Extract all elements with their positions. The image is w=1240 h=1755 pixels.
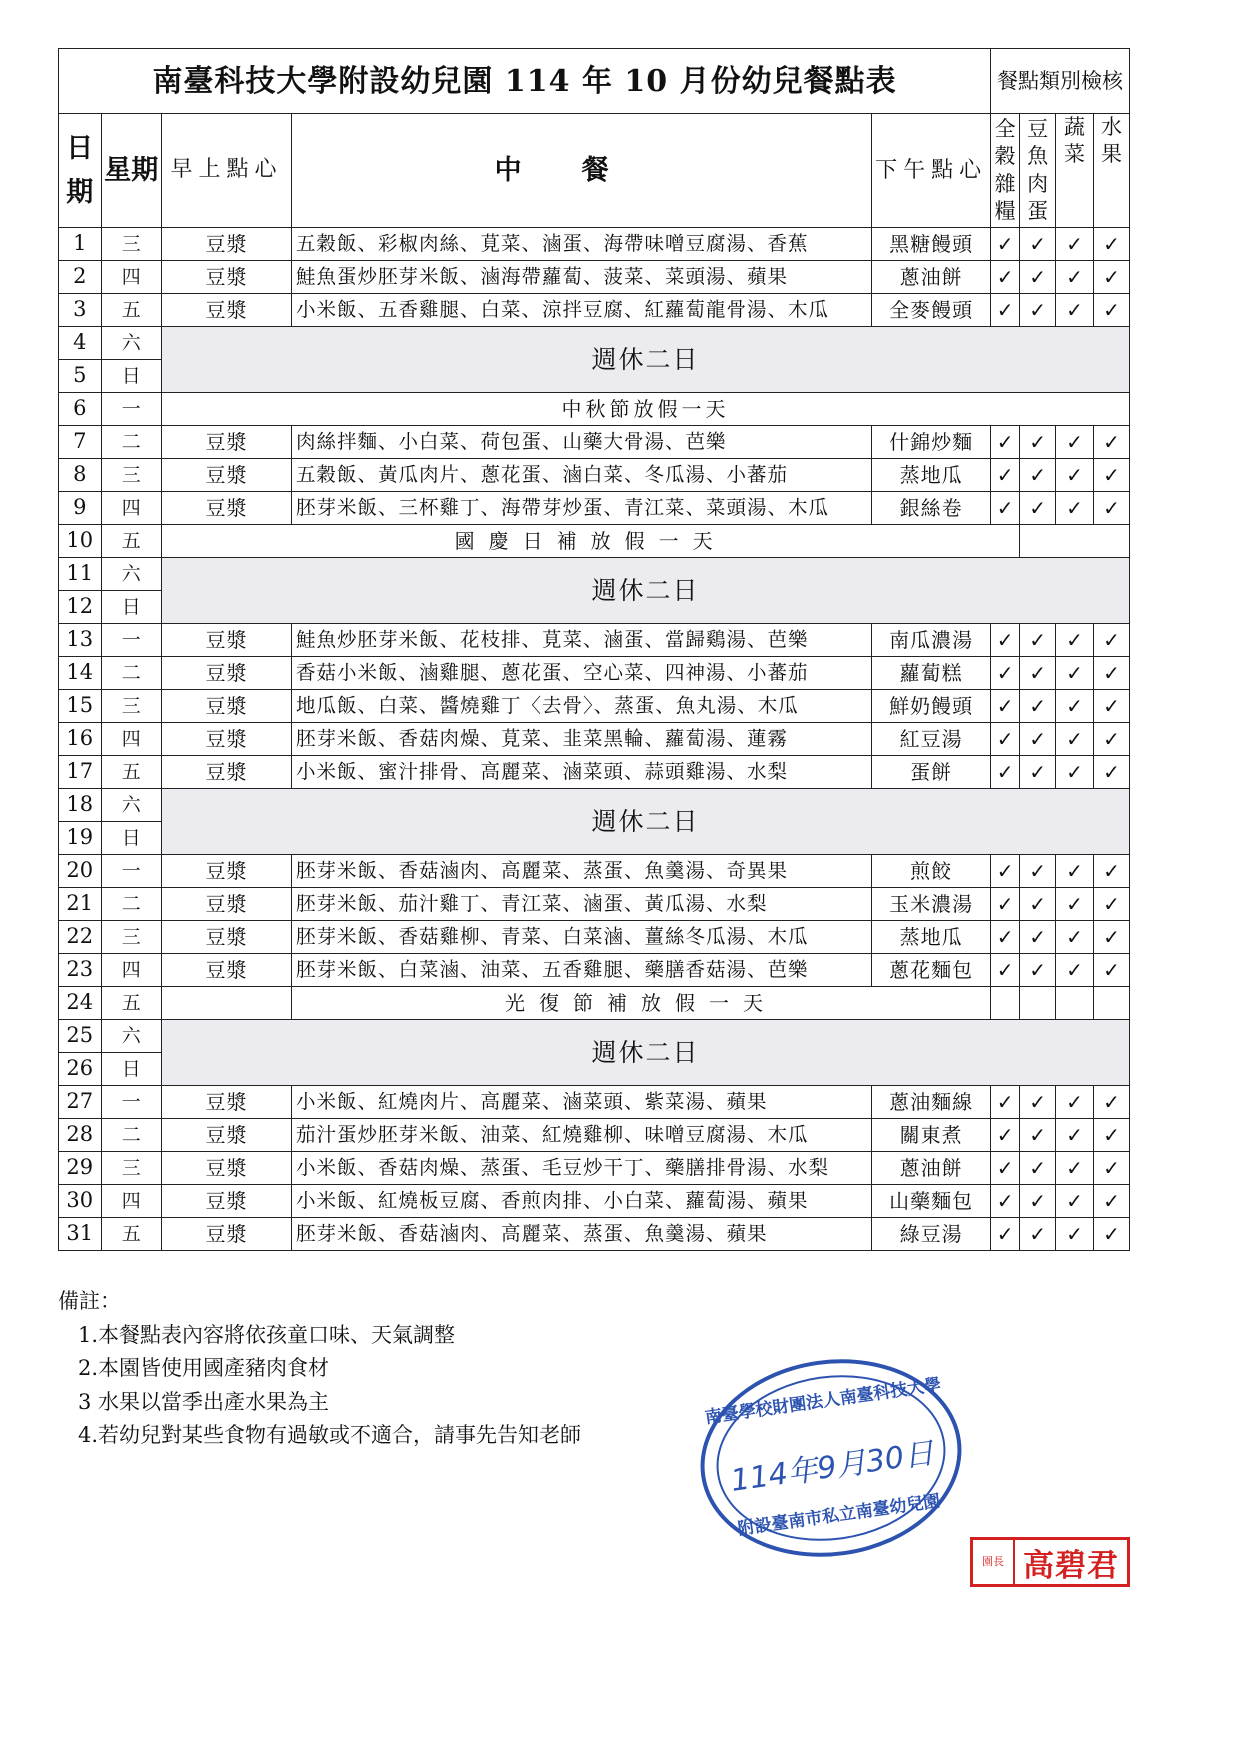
lunch-cell: 五穀飯、彩椒肉絲、莧菜、滷蛋、海帶味噌豆腐湯、香蕉 bbox=[292, 228, 872, 261]
check-protein-icon: ✓ bbox=[1020, 888, 1056, 921]
day-cell: 12 bbox=[59, 591, 102, 624]
empty-check-cell bbox=[1056, 987, 1094, 1020]
director-seal bbox=[970, 1537, 1130, 1587]
weekend-label: 週休二日 bbox=[162, 558, 1130, 624]
day-cell: 18 bbox=[59, 789, 102, 822]
check-fruit-icon: ✓ bbox=[1094, 1119, 1130, 1152]
check-veg-icon: ✓ bbox=[1056, 657, 1094, 690]
table-row bbox=[59, 294, 1130, 327]
day-cell: 15 bbox=[59, 690, 102, 723]
weekday-cell: 日 bbox=[101, 1053, 161, 1086]
afternoon-snack-cell: 黑糖饅頭 bbox=[872, 228, 991, 261]
col-protein-header: 豆魚肉蛋 bbox=[1020, 114, 1056, 228]
lunch-cell: 胚芽米飯、白菜滷、油菜、五香雞腿、藥膳香菇湯、芭樂 bbox=[292, 954, 872, 987]
day-cell: 7 bbox=[59, 426, 102, 459]
table-row bbox=[59, 228, 1130, 261]
col-afternoon-header: 下午點心 bbox=[872, 114, 991, 228]
day-cell: 23 bbox=[59, 954, 102, 987]
weekday-cell: 五 bbox=[101, 987, 161, 1020]
day-cell: 19 bbox=[59, 822, 102, 855]
note-item: 2.本園皆使用國產豬肉食材 bbox=[78, 1356, 330, 1381]
check-protein-icon: ✓ bbox=[1020, 1218, 1056, 1251]
holiday-label: 中秋節放假一天 bbox=[162, 393, 1130, 426]
table-row-weekend bbox=[59, 1020, 1130, 1053]
weekday-cell: 一 bbox=[101, 393, 161, 426]
weekday-cell: 五 bbox=[101, 525, 161, 558]
check-fruit-icon: ✓ bbox=[1094, 855, 1130, 888]
table-row bbox=[59, 1218, 1130, 1251]
afternoon-snack-cell: 蛋餅 bbox=[872, 756, 991, 789]
afternoon-snack-cell: 蔥油餅 bbox=[872, 1152, 991, 1185]
check-veg-icon: ✓ bbox=[1056, 756, 1094, 789]
col-fruit-header: 水果 bbox=[1094, 114, 1130, 228]
check-protein-icon: ✓ bbox=[1020, 426, 1056, 459]
check-grains-icon: ✓ bbox=[991, 261, 1020, 294]
category-check-header: 餐點類別檢核 bbox=[991, 49, 1130, 114]
lunch-cell: 茄汁蛋炒胚芽米飯、油菜、紅燒雞柳、味噌豆腐湯、木瓜 bbox=[292, 1119, 872, 1152]
check-veg-icon: ✓ bbox=[1056, 492, 1094, 525]
check-grains-icon: ✓ bbox=[991, 657, 1020, 690]
lunch-cell: 胚芽米飯、茄汁雞丁、青江菜、滷蛋、黃瓜湯、水梨 bbox=[292, 888, 872, 921]
morning-snack-cell: 豆漿 bbox=[162, 426, 292, 459]
morning-snack-cell: 豆漿 bbox=[162, 888, 292, 921]
check-protein-icon: ✓ bbox=[1020, 1086, 1056, 1119]
morning-snack-cell: 豆漿 bbox=[162, 492, 292, 525]
afternoon-snack-cell: 蔥油餅 bbox=[872, 261, 991, 294]
check-protein-icon: ✓ bbox=[1020, 1152, 1056, 1185]
check-protein-icon: ✓ bbox=[1020, 261, 1056, 294]
afternoon-snack-cell: 南瓜濃湯 bbox=[872, 624, 991, 657]
check-grains-icon: ✓ bbox=[991, 1119, 1020, 1152]
table-row-weekend bbox=[59, 558, 1130, 591]
table-row bbox=[59, 723, 1130, 756]
morning-snack-cell: 豆漿 bbox=[162, 1218, 292, 1251]
afternoon-snack-cell: 蔥花麵包 bbox=[872, 954, 991, 987]
morning-snack-cell: 豆漿 bbox=[162, 1119, 292, 1152]
check-protein-icon: ✓ bbox=[1020, 228, 1056, 261]
check-veg-icon: ✓ bbox=[1056, 459, 1094, 492]
check-veg-icon: ✓ bbox=[1056, 723, 1094, 756]
check-protein-icon: ✓ bbox=[1020, 921, 1056, 954]
day-cell: 26 bbox=[59, 1053, 102, 1086]
check-veg-icon: ✓ bbox=[1056, 261, 1094, 294]
table-row bbox=[59, 921, 1130, 954]
note-item: 3 水果以當季出產水果為主 bbox=[78, 1389, 330, 1414]
day-cell: 2 bbox=[59, 261, 102, 294]
check-protein-icon: ✓ bbox=[1020, 690, 1056, 723]
note-item: 1.本餐點表內容將依孩童口味、天氣調整 bbox=[78, 1322, 456, 1347]
morning-snack-cell: 豆漿 bbox=[162, 228, 292, 261]
empty-check-cell bbox=[1094, 987, 1130, 1020]
check-veg-icon: ✓ bbox=[1056, 1119, 1094, 1152]
check-grains-icon: ✓ bbox=[991, 294, 1020, 327]
check-veg-icon: ✓ bbox=[1056, 888, 1094, 921]
holiday-label: 光復節補放假一天 bbox=[292, 987, 991, 1020]
weekday-cell: 二 bbox=[101, 888, 161, 921]
empty-cell bbox=[162, 987, 292, 1020]
table-row bbox=[59, 525, 1130, 558]
check-veg-icon: ✓ bbox=[1056, 690, 1094, 723]
check-veg-icon: ✓ bbox=[1056, 228, 1094, 261]
check-grains-icon: ✓ bbox=[991, 921, 1020, 954]
afternoon-snack-cell: 全麥饅頭 bbox=[872, 294, 991, 327]
weekday-cell: 六 bbox=[101, 558, 161, 591]
weekday-cell: 一 bbox=[101, 624, 161, 657]
weekday-cell: 六 bbox=[101, 327, 161, 360]
morning-snack-cell: 豆漿 bbox=[162, 855, 292, 888]
afternoon-snack-cell: 玉米濃湯 bbox=[872, 888, 991, 921]
col-lunch-header: 中餐 bbox=[292, 114, 872, 228]
col-weekday-header: 星期 bbox=[101, 114, 161, 228]
check-protein-icon: ✓ bbox=[1020, 954, 1056, 987]
check-protein-icon: ✓ bbox=[1020, 855, 1056, 888]
morning-snack-cell: 豆漿 bbox=[162, 261, 292, 294]
table-row-weekend bbox=[59, 327, 1130, 360]
lunch-cell: 小米飯、蜜汁排骨、高麗菜、滷菜頭、蒜頭雞湯、水梨 bbox=[292, 756, 872, 789]
weekend-label: 週休二日 bbox=[162, 789, 1130, 855]
check-grains-icon: ✓ bbox=[991, 1086, 1020, 1119]
day-cell: 17 bbox=[59, 756, 102, 789]
check-fruit-icon: ✓ bbox=[1094, 1185, 1130, 1218]
day-cell: 24 bbox=[59, 987, 102, 1020]
weekday-cell: 三 bbox=[101, 690, 161, 723]
check-grains-icon: ✓ bbox=[991, 1185, 1020, 1218]
check-protein-icon: ✓ bbox=[1020, 723, 1056, 756]
morning-snack-cell: 豆漿 bbox=[162, 690, 292, 723]
table-row bbox=[59, 855, 1130, 888]
weekday-cell: 日 bbox=[101, 822, 161, 855]
check-grains-icon: ✓ bbox=[991, 624, 1020, 657]
lunch-cell: 鮭魚炒胚芽米飯、花枝排、莧菜、滷蛋、當歸鷄湯、芭樂 bbox=[292, 624, 872, 657]
day-cell: 4 bbox=[59, 327, 102, 360]
check-veg-icon: ✓ bbox=[1056, 954, 1094, 987]
table-row bbox=[59, 987, 1130, 1020]
check-fruit-icon: ✓ bbox=[1094, 690, 1130, 723]
morning-snack-cell: 豆漿 bbox=[162, 1086, 292, 1119]
day-cell: 6 bbox=[59, 393, 102, 426]
afternoon-snack-cell: 什錦炒麵 bbox=[872, 426, 991, 459]
morning-snack-cell: 豆漿 bbox=[162, 657, 292, 690]
weekday-cell: 四 bbox=[101, 954, 161, 987]
day-cell: 5 bbox=[59, 360, 102, 393]
check-fruit-icon: ✓ bbox=[1094, 657, 1130, 690]
notes bbox=[58, 1285, 581, 1453]
check-veg-icon: ✓ bbox=[1056, 624, 1094, 657]
afternoon-snack-cell: 銀絲卷 bbox=[872, 492, 991, 525]
weekday-cell: 二 bbox=[101, 657, 161, 690]
check-fruit-icon: ✓ bbox=[1094, 294, 1130, 327]
lunch-cell: 胚芽米飯、香菇滷肉、高麗菜、蒸蛋、魚羹湯、蘋果 bbox=[292, 1218, 872, 1251]
afternoon-snack-cell: 山藥麵包 bbox=[872, 1185, 991, 1218]
check-grains-icon: ✓ bbox=[991, 426, 1020, 459]
check-fruit-icon: ✓ bbox=[1094, 261, 1130, 294]
check-fruit-icon: ✓ bbox=[1094, 1152, 1130, 1185]
morning-snack-cell: 豆漿 bbox=[162, 1185, 292, 1218]
day-cell: 9 bbox=[59, 492, 102, 525]
weekday-cell: 一 bbox=[101, 855, 161, 888]
check-veg-icon: ✓ bbox=[1056, 426, 1094, 459]
weekday-cell: 二 bbox=[101, 426, 161, 459]
table-row bbox=[59, 624, 1130, 657]
col-veg-header: 蔬菜 bbox=[1056, 114, 1094, 228]
lunch-cell: 胚芽米飯、香菇肉燥、莧菜、韭菜黑輪、蘿蔔湯、蓮霧 bbox=[292, 723, 872, 756]
check-fruit-icon: ✓ bbox=[1094, 1218, 1130, 1251]
school-stamp bbox=[688, 1343, 975, 1574]
check-fruit-icon: ✓ bbox=[1094, 624, 1130, 657]
check-grains-icon: ✓ bbox=[991, 1152, 1020, 1185]
table-row bbox=[59, 690, 1130, 723]
table-row bbox=[59, 888, 1130, 921]
afternoon-snack-cell: 紅豆湯 bbox=[872, 723, 991, 756]
day-cell: 14 bbox=[59, 657, 102, 690]
morning-snack-cell: 豆漿 bbox=[162, 459, 292, 492]
lunch-cell: 小米飯、五香雞腿、白菜、涼拌豆腐、紅蘿蔔龍骨湯、木瓜 bbox=[292, 294, 872, 327]
weekday-cell: 四 bbox=[101, 261, 161, 294]
lunch-cell: 地瓜飯、白菜、醬燒雞丁〈去骨〉、蒸蛋、魚丸湯、木瓜 bbox=[292, 690, 872, 723]
col-morning-header: 早上點心 bbox=[162, 114, 292, 228]
check-grains-icon: ✓ bbox=[991, 1218, 1020, 1251]
weekday-cell: 三 bbox=[101, 1152, 161, 1185]
weekday-cell: 五 bbox=[101, 1218, 161, 1251]
day-cell: 27 bbox=[59, 1086, 102, 1119]
check-grains-icon: ✓ bbox=[991, 690, 1020, 723]
check-grains-icon: ✓ bbox=[991, 888, 1020, 921]
check-fruit-icon: ✓ bbox=[1094, 756, 1130, 789]
check-veg-icon: ✓ bbox=[1056, 921, 1094, 954]
check-protein-icon: ✓ bbox=[1020, 1185, 1056, 1218]
table-row bbox=[59, 261, 1130, 294]
page-title: 南臺科技大學附設幼兒園 114 年 10 月份幼兒餐點表 bbox=[59, 49, 991, 114]
seal-name: 高碧君 bbox=[1023, 1547, 1119, 1584]
weekday-cell: 五 bbox=[101, 294, 161, 327]
weekday-cell: 一 bbox=[101, 1086, 161, 1119]
weekday-cell: 日 bbox=[101, 591, 161, 624]
day-cell: 31 bbox=[59, 1218, 102, 1251]
check-fruit-icon: ✓ bbox=[1094, 954, 1130, 987]
check-fruit-icon: ✓ bbox=[1094, 459, 1130, 492]
check-veg-icon: ✓ bbox=[1056, 855, 1094, 888]
day-cell: 8 bbox=[59, 459, 102, 492]
table-row bbox=[59, 1086, 1130, 1119]
check-grains-icon: ✓ bbox=[991, 954, 1020, 987]
afternoon-snack-cell: 煎餃 bbox=[872, 855, 991, 888]
morning-snack-cell: 豆漿 bbox=[162, 1152, 292, 1185]
weekday-cell: 三 bbox=[101, 921, 161, 954]
lunch-cell: 胚芽米飯、香菇滷肉、高麗菜、蒸蛋、魚羹湯、奇異果 bbox=[292, 855, 872, 888]
afternoon-snack-cell: 關東煮 bbox=[872, 1119, 991, 1152]
empty-check-cell bbox=[1020, 987, 1056, 1020]
check-protein-icon: ✓ bbox=[1020, 492, 1056, 525]
afternoon-snack-cell: 蘿蔔糕 bbox=[872, 657, 991, 690]
table-row bbox=[59, 954, 1130, 987]
check-veg-icon: ✓ bbox=[1056, 294, 1094, 327]
morning-snack-cell: 豆漿 bbox=[162, 624, 292, 657]
table-row-weekend bbox=[59, 789, 1130, 822]
meal-table bbox=[58, 48, 1130, 1251]
check-protein-icon: ✓ bbox=[1020, 756, 1056, 789]
day-cell: 29 bbox=[59, 1152, 102, 1185]
table-row bbox=[59, 492, 1130, 525]
lunch-cell: 香菇小米飯、滷雞腿、蔥花蛋、空心菜、四神湯、小蕃茄 bbox=[292, 657, 872, 690]
weekday-cell: 四 bbox=[101, 492, 161, 525]
weekend-label: 週休二日 bbox=[162, 327, 1130, 393]
table-row bbox=[59, 756, 1130, 789]
check-protein-icon: ✓ bbox=[1020, 657, 1056, 690]
lunch-cell: 胚芽米飯、三杯雞丁、海帶芽炒蛋、青江菜、菜頭湯、木瓜 bbox=[292, 492, 872, 525]
weekday-cell: 日 bbox=[101, 360, 161, 393]
table-row bbox=[59, 393, 1130, 426]
table-row bbox=[59, 1152, 1130, 1185]
afternoon-snack-cell: 綠豆湯 bbox=[872, 1218, 991, 1251]
table-row bbox=[59, 426, 1130, 459]
weekday-cell: 三 bbox=[101, 459, 161, 492]
lunch-cell: 胚芽米飯、香菇雞柳、青菜、白菜滷、薑絲冬瓜湯、木瓜 bbox=[292, 921, 872, 954]
morning-snack-cell: 豆漿 bbox=[162, 294, 292, 327]
check-fruit-icon: ✓ bbox=[1094, 723, 1130, 756]
lunch-cell: 肉絲拌麵、小白菜、荷包蛋、山藥大骨湯、芭樂 bbox=[292, 426, 872, 459]
check-grains-icon: ✓ bbox=[991, 855, 1020, 888]
day-cell: 16 bbox=[59, 723, 102, 756]
stamp-date: 114年9月30日 bbox=[728, 1435, 937, 1499]
weekday-cell: 六 bbox=[101, 1020, 161, 1053]
check-veg-icon: ✓ bbox=[1056, 1185, 1094, 1218]
day-cell: 13 bbox=[59, 624, 102, 657]
check-fruit-icon: ✓ bbox=[1094, 1086, 1130, 1119]
check-fruit-icon: ✓ bbox=[1094, 921, 1130, 954]
check-veg-icon: ✓ bbox=[1056, 1086, 1094, 1119]
day-cell: 28 bbox=[59, 1119, 102, 1152]
empty-check-cell bbox=[991, 987, 1020, 1020]
seal-title: 園長 bbox=[973, 1540, 1015, 1584]
afternoon-snack-cell: 蔥油麵線 bbox=[872, 1086, 991, 1119]
empty-cell bbox=[1020, 525, 1130, 558]
lunch-cell: 鮭魚蛋炒胚芽米飯、滷海帶蘿蔔、菠菜、菜頭湯、蘋果 bbox=[292, 261, 872, 294]
day-cell: 11 bbox=[59, 558, 102, 591]
afternoon-snack-cell: 鮮奶饅頭 bbox=[872, 690, 991, 723]
day-cell: 21 bbox=[59, 888, 102, 921]
lunch-cell: 小米飯、紅燒肉片、高麗菜、滷菜頭、紫菜湯、蘋果 bbox=[292, 1086, 872, 1119]
stamp-bottom-text: 附設臺南市私立南臺幼兒園 bbox=[736, 1491, 942, 1540]
lunch-cell: 小米飯、香菇肉燥、蒸蛋、毛豆炒干丁、藥膳排骨湯、水梨 bbox=[292, 1152, 872, 1185]
check-veg-icon: ✓ bbox=[1056, 1218, 1094, 1251]
day-cell: 1 bbox=[59, 228, 102, 261]
morning-snack-cell: 豆漿 bbox=[162, 723, 292, 756]
check-veg-icon: ✓ bbox=[1056, 1152, 1094, 1185]
day-cell: 25 bbox=[59, 1020, 102, 1053]
lunch-cell: 五穀飯、黃瓜肉片、蔥花蛋、滷白菜、冬瓜湯、小蕃茄 bbox=[292, 459, 872, 492]
notes-heading: 備註： bbox=[58, 1289, 121, 1313]
check-fruit-icon: ✓ bbox=[1094, 492, 1130, 525]
day-cell: 22 bbox=[59, 921, 102, 954]
check-protein-icon: ✓ bbox=[1020, 459, 1056, 492]
afternoon-snack-cell: 蒸地瓜 bbox=[872, 921, 991, 954]
lunch-cell: 小米飯、紅燒板豆腐、香煎肉排、小白菜、蘿蔔湯、蘋果 bbox=[292, 1185, 872, 1218]
check-fruit-icon: ✓ bbox=[1094, 888, 1130, 921]
note-item: 4.若幼兒對某些食物有過敏或不適合，請事先告知老師 bbox=[78, 1423, 582, 1448]
check-fruit-icon: ✓ bbox=[1094, 426, 1130, 459]
table-row bbox=[59, 459, 1130, 492]
morning-snack-cell: 豆漿 bbox=[162, 756, 292, 789]
weekday-cell: 二 bbox=[101, 1119, 161, 1152]
weekend-label: 週休二日 bbox=[162, 1020, 1130, 1086]
table-row bbox=[59, 1185, 1130, 1218]
check-grains-icon: ✓ bbox=[991, 723, 1020, 756]
day-cell: 30 bbox=[59, 1185, 102, 1218]
holiday-label: 國慶日補放假一天 bbox=[162, 525, 1020, 558]
weekday-cell: 五 bbox=[101, 756, 161, 789]
day-cell: 10 bbox=[59, 525, 102, 558]
weekday-cell: 四 bbox=[101, 723, 161, 756]
weekday-cell: 四 bbox=[101, 1185, 161, 1218]
afternoon-snack-cell: 蒸地瓜 bbox=[872, 459, 991, 492]
check-protein-icon: ✓ bbox=[1020, 624, 1056, 657]
day-cell: 20 bbox=[59, 855, 102, 888]
check-grains-icon: ✓ bbox=[991, 756, 1020, 789]
check-grains-icon: ✓ bbox=[991, 459, 1020, 492]
check-fruit-icon: ✓ bbox=[1094, 228, 1130, 261]
stamp-top-text: 南臺學校財團法人南臺科技大學 bbox=[703, 1375, 943, 1429]
morning-snack-cell: 豆漿 bbox=[162, 954, 292, 987]
weekday-cell: 三 bbox=[101, 228, 161, 261]
check-protein-icon: ✓ bbox=[1020, 294, 1056, 327]
col-day-header: 日期 bbox=[59, 114, 102, 228]
morning-snack-cell: 豆漿 bbox=[162, 921, 292, 954]
table-row bbox=[59, 657, 1130, 690]
col-grains-header: 全穀雜糧 bbox=[991, 114, 1020, 228]
check-protein-icon: ✓ bbox=[1020, 1119, 1056, 1152]
check-grains-icon: ✓ bbox=[991, 228, 1020, 261]
check-grains-icon: ✓ bbox=[991, 492, 1020, 525]
weekday-cell: 六 bbox=[101, 789, 161, 822]
table-row bbox=[59, 1119, 1130, 1152]
day-cell: 3 bbox=[59, 294, 102, 327]
